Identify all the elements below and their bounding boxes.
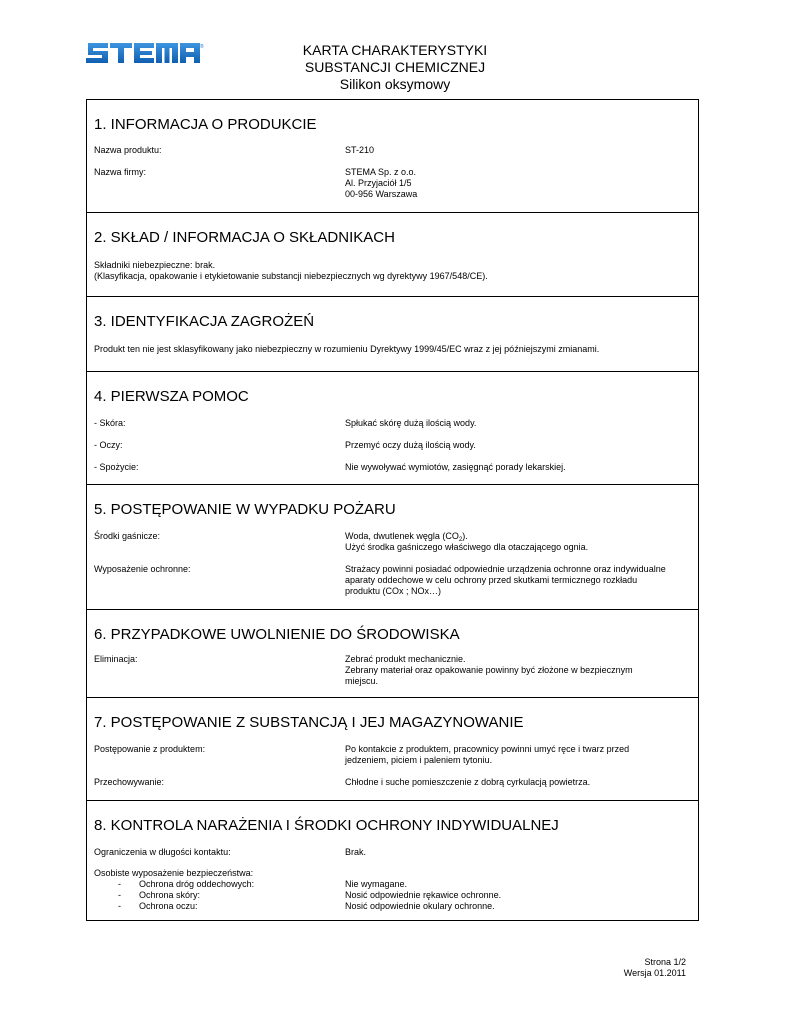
company-line-3: 00-956 Warszawa xyxy=(345,189,418,199)
contact-limit-label: Ograniczenia w długości kontaktu: xyxy=(94,847,231,857)
elimination-line-2: Zebrany materiał oraz opakowanie powinny być złożone w bezpiecznym xyxy=(345,665,633,675)
first-aid-skin-value: Spłukać skórę dużą ilością wody. xyxy=(345,418,477,428)
extinguishing-line-2: Użyć środka gaśniczego właściwego dla otaczającego ognia. xyxy=(345,542,589,552)
section-heading: 1. INFORMACJA O PRODUKCIE xyxy=(94,116,317,133)
section-heading: 8. KONTROLA NARAŻENIA I ŚRODKI OCHRONY INDYWIDUALNEJ xyxy=(94,817,559,834)
first-aid-ingestion-label: - Spożycie: xyxy=(94,462,139,472)
section-heading: 7. POSTĘPOWANIE Z SUBSTANCJĄ I JEJ MAGAZYNOWANIE xyxy=(94,714,524,731)
section-heading: 2. SKŁAD / INFORMACJA O SKŁADNIKACH xyxy=(94,229,395,246)
ppe-label: Osobiste wyposażenie bezpieczeństwa: xyxy=(94,868,254,878)
company-line-1: STEMA Sp. z o.o. xyxy=(345,167,417,177)
composition-line-2: (Klasyfikacja, opakowanie i etykietowanie substancji niebezpiecznych wg dyrektywy 1967/548/CE). xyxy=(94,271,488,281)
first-aid-ingestion-value: Nie wywoływać wymiotów, zasięgnąć porady lekarskiej. xyxy=(345,462,566,472)
ppe-skin-label: Ochrona skóry: xyxy=(139,890,201,900)
title-line-3: Silikon oksymowy xyxy=(339,76,451,92)
section-first-aid xyxy=(87,371,698,485)
company-line-2: Al. Przyjaciół 1/5 xyxy=(345,178,412,188)
document-version: Wersja 01.2011 xyxy=(623,968,686,978)
first-aid-skin-label: - Skóra: xyxy=(94,418,126,428)
section-composition xyxy=(87,212,698,297)
extinguishing-line-1: Woda, dwutlenek węgla $(CO_2)$. xyxy=(345,531,468,543)
first-aid-eyes-value: Przemyć oczy dużą ilością wody. xyxy=(345,440,476,450)
section-exposure-controls xyxy=(87,800,698,921)
protective-line-1: Strażacy powinni posiadać odpowiednie urządzenia ochronne oraz indywidualne xyxy=(345,564,666,574)
storage-label: Przechowywanie: xyxy=(94,777,165,787)
storage-value: Chłodne i suche pomieszczenie z dobrą cyrkulacją powietrza. xyxy=(345,777,591,787)
hazards-text: Produkt ten nie jest sklasyfikowany jako niebezpieczny w rozumieniu Dyrektywy 1999/45/EC wraz z jej późniejszymi zmianami. xyxy=(94,344,600,354)
company-name-label: Nazwa firmy: xyxy=(94,167,147,177)
section-heading: 6. PRZYPADKOWE UWOLNIENIE DO ŚRODOWISKA xyxy=(94,626,460,643)
product-name-label: Nazwa produktu: xyxy=(94,145,162,155)
stema-logo xyxy=(86,40,202,66)
contact-limit-value: Brak. xyxy=(345,847,367,857)
elimination-label: Eliminacja: xyxy=(94,654,138,664)
section-hazards xyxy=(87,296,698,372)
svg-text:®: ® xyxy=(200,44,204,50)
section-accidental-release xyxy=(87,609,698,698)
first-aid-eyes-label: - Oczy: xyxy=(94,440,123,450)
sections-frame xyxy=(86,99,699,921)
product-name-value: ST-210 xyxy=(345,145,375,155)
elimination-line-3: miejscu. xyxy=(345,676,379,686)
section-fire xyxy=(87,484,698,610)
section-product-info xyxy=(87,100,698,212)
ppe-skin-value: Nosić odpowiednie rękawice ochronne. xyxy=(345,890,502,900)
protective-line-3: produktu (COx ; NOx…) xyxy=(345,586,442,596)
ppe-eyes-value: Nosić odpowiednie okulary ochronne. xyxy=(345,901,495,911)
title-line-2: SUBSTANCJI CHEMICZNEJ xyxy=(304,59,486,75)
section-heading: 3. IDENTYFIKACJA ZAGROŻEŃ xyxy=(94,313,315,330)
page-footer xyxy=(624,957,686,979)
ppe-dash: - xyxy=(118,890,121,900)
protective-line-2: aparaty oddechowe w celu ochrony przed skutkami termicznego rozkładu xyxy=(345,575,638,585)
extinguishing-label: Środki gaśnicze: xyxy=(94,531,161,541)
section-heading: 5. POSTĘPOWANIE W WYPADKU POŻARU xyxy=(94,501,396,518)
section-heading: 4. PIERWSZA POMOC xyxy=(94,388,249,405)
handling-line-1: Po kontakcie z produktem, pracownicy powinni umyć ręce i twarz przed xyxy=(345,744,630,754)
elimination-line-1: Zebrać produkt mechanicznie. xyxy=(345,654,466,664)
handling-label: Postępowanie z produktem: xyxy=(94,744,206,754)
protective-equipment-label: Wyposażenie ochronne: xyxy=(94,564,191,574)
section-handling-storage xyxy=(87,697,698,801)
ppe-respiratory-value: Nie wymagane. xyxy=(345,879,408,889)
composition-line-1: Składniki niebezpieczne: brak. xyxy=(94,260,216,270)
title-line-1: KARTA CHARAKTERYSTYKI xyxy=(302,42,488,58)
page-number: Strona 1/2 xyxy=(644,957,686,967)
ppe-eyes-label: Ochrona oczu: xyxy=(139,901,198,911)
document-title xyxy=(236,42,554,93)
ppe-dash: - xyxy=(118,879,121,889)
ppe-respiratory-label: Ochrona dróg oddechowych: xyxy=(139,879,255,889)
ppe-dash: - xyxy=(118,901,121,911)
handling-line-2: jedzeniem, piciem i paleniem tytoniu. xyxy=(345,755,493,765)
